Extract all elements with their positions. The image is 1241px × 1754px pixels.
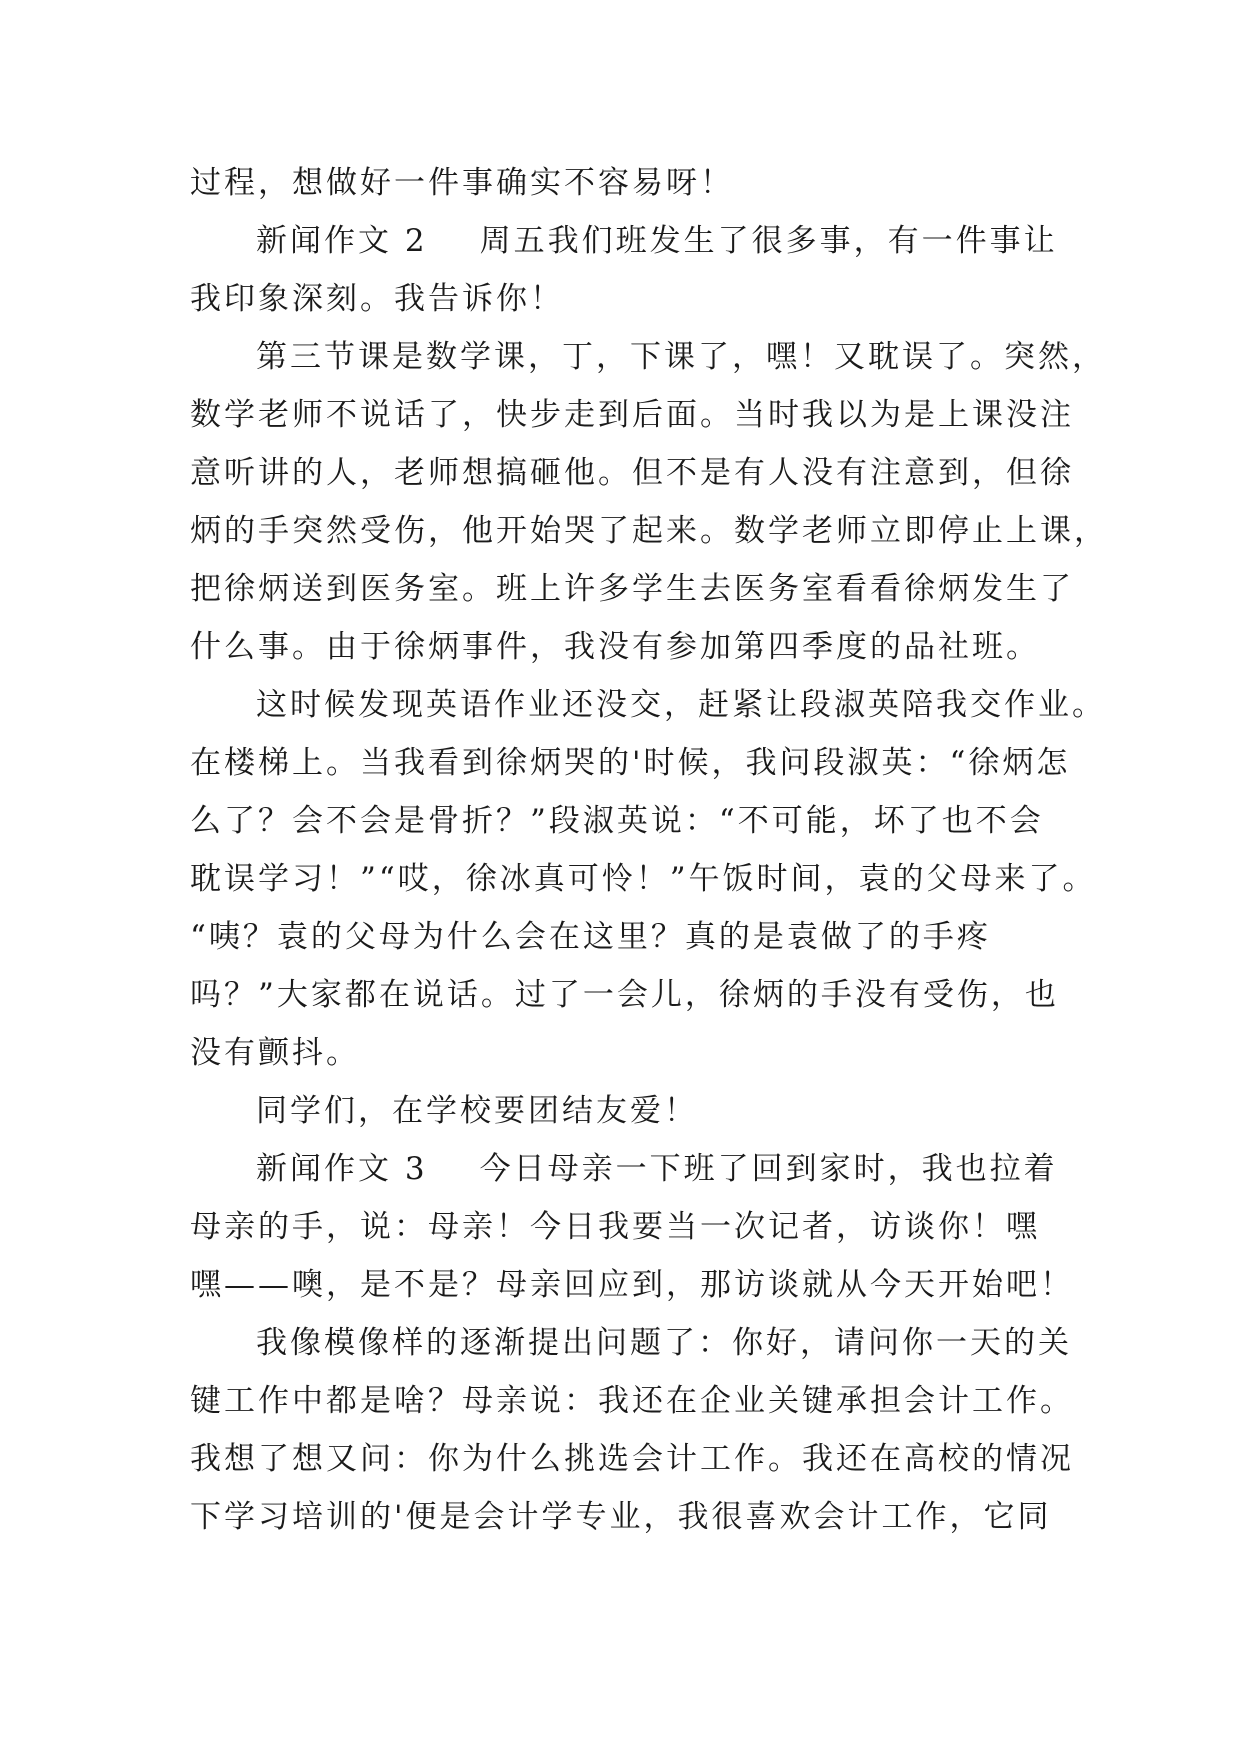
text-line: 第三节课是数学课，丁，下课了，嘿！又耽误了。突然， (256, 339, 1106, 375)
text-line: 吗？”大家都在说话。过了一会儿，徐炳的手没有受伤，也 (190, 977, 1059, 1013)
section-lead: 周五我们班发生了很多事，有一件事让 (479, 223, 1058, 259)
text-line: 嘿——噢，是不是？母亲回应到，那访谈就从今天开始吧！ (190, 1267, 1074, 1303)
text-line: “咦？袁的父母为什么会在这里？真的是袁做了的手疼 (190, 919, 991, 955)
text-line: 键工作中都是啥？母亲说：我还在企业关键承担会计工作。 (190, 1383, 1074, 1419)
text-line: 耽误学习！”“哎，徐冰真可怜！”午饭时间，袁的父母来了。 (190, 861, 1097, 897)
text-line: 炳的手突然受伤，他开始哭了起来。数学老师立即停止上课， (190, 513, 1108, 549)
text-line (190, 1140, 1100, 1198)
text-line: 么了？会不会是骨折？”段淑英说：“不可能，坏了也不会 (190, 803, 1044, 839)
text-line: 我像模像样的逐渐提出问题了：你好，请问你一天的关 (256, 1325, 1072, 1361)
section-lead: 今日母亲一下班了回到家时，我也拉着 (479, 1151, 1058, 1187)
text-line: 过程，想做好一件事确实不容易呀！ (190, 165, 734, 201)
text-line: 这时候发现英语作业还没交，赶紧让段淑英陪我交作业。 (256, 687, 1106, 723)
text-line: 在楼梯上。当我看到徐炳哭的'时候，我问段淑英：“徐炳怎 (190, 745, 1071, 781)
text-line: 母亲的手，说：母亲！今日我要当一次记者，访谈你！嘿 (190, 1209, 1040, 1245)
text-line: 没有颤抖。 (190, 1035, 360, 1071)
article-body (190, 154, 1108, 1546)
text-line: 意听讲的人，老师想搞砸他。但不是有人没有注意到，但徐 (190, 455, 1074, 491)
text-line: 同学们，在学校要团结友爱！ (256, 1093, 698, 1129)
text-line (190, 212, 1100, 270)
text-line: 我想了想又问：你为什么挑选会计工作。我还在高校的情况 (190, 1441, 1074, 1477)
text-line: 我印象深刻。我告诉你！ (190, 281, 564, 317)
text-line: 什么事。由于徐炳事件，我没有参加第四季度的品社班。 (190, 629, 1040, 665)
text-line: 把徐炳送到医务室。班上许多学生去医务室看看徐炳发生了 (190, 571, 1074, 607)
section-heading: 新闻作文 3 (256, 1151, 428, 1187)
text-line: 下学习培训的'便是会计学专业，我很喜欢会计工作，它同 (190, 1499, 1052, 1535)
section-heading: 新闻作文 2 (256, 223, 428, 259)
text-line: 数学老师不说话了，快步走到后面。当时我以为是上课没注 (190, 397, 1074, 433)
